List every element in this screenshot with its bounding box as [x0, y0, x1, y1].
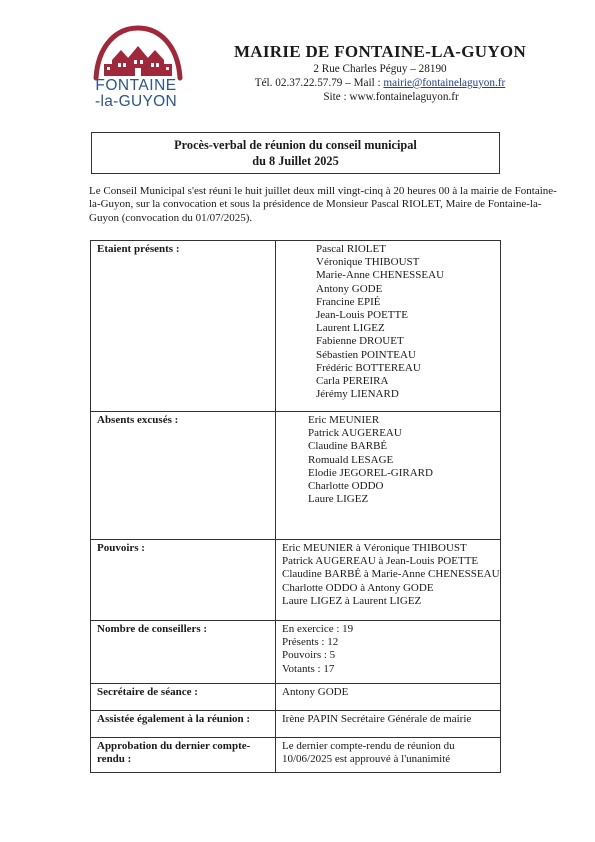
value-presents [276, 241, 501, 412]
value-secretaire [276, 684, 501, 711]
phone-text: Tél. 02.37.22.57.79 – Mail : [254, 77, 384, 89]
count-entry: En exercice : 19 [282, 623, 354, 635]
absent-name: Eric MEUNIER [308, 414, 380, 426]
label-approbation: Approbation du dernier compte-rendu : [91, 738, 276, 773]
present-name: Jérémy LIENARD [316, 388, 399, 401]
label-nombre: Nombre de conseillers : [91, 621, 276, 684]
count-entry: Votants : 17 [282, 662, 335, 675]
absent-name: Patrick AUGEREAU [308, 427, 402, 440]
approval-text: Le dernier compte-rendu de réunion du 10/06/2025 est approuvé à l'unanimité [282, 740, 455, 766]
present-name: Laurent LIGEZ [316, 322, 385, 335]
proxy-entry: Patrick AUGEREAU à Jean-Louis POETTE [282, 555, 479, 568]
value-nombre [276, 621, 501, 684]
label-absents: Absents excusés : [91, 412, 276, 540]
secretary-name: Antony GODE [282, 686, 349, 698]
row-assistee [91, 711, 501, 738]
present-name: Carla PEREIRA [316, 375, 389, 388]
row-approbation [91, 738, 501, 773]
value-approbation [276, 738, 501, 773]
label-secretaire: Secrétaire de séance : [91, 684, 276, 711]
label-pouvoirs: Pouvoirs : [91, 540, 276, 621]
present-name: Jean-Louis POETTE [316, 309, 408, 322]
count-entry: Présents : 12 [282, 636, 339, 649]
mairie-title: MAIRIE DE FONTAINE-LA-GUYON [233, 42, 527, 61]
row-absents [91, 412, 501, 540]
absent-name: Romuald LESAGE [308, 453, 394, 466]
row-nombre [91, 621, 501, 684]
intro-paragraph: Le Conseil Municipal s'est réuni le huit juillet deux mill vingt-cinq à 20 heures 00 à la mairie de Fontaine-la-Guyon, sur la convocation et sous la présidence de Monsieur Pascal RIOLET, Maire de Fontaine-la-Guyon (convocation du 01/07/2025). [89, 185, 557, 224]
website-line: Site : www.fontainelaguyon.fr [323, 91, 459, 103]
value-assistee [276, 711, 501, 738]
proxy-entry: Charlotte ODDO à Antony GODE [282, 581, 434, 594]
contact-line [200, 76, 560, 90]
row-secretaire [91, 684, 501, 711]
present-name: Véronique THIBOUST [316, 256, 420, 269]
present-name: Antony GODE [316, 282, 383, 295]
logo-wordmark [88, 78, 184, 110]
proxy-entry: Claudine BARBÉ à Marie-Anne CHENESSEAU [282, 568, 500, 581]
count-entry: Pouvoirs : 5 [282, 649, 336, 662]
letterhead [200, 42, 560, 104]
present-name: Fabienne DROUET [316, 335, 404, 348]
row-presents [91, 241, 501, 412]
proxy-entry: Laure LIGEZ à Laurent LIGEZ [282, 594, 422, 607]
email-link[interactable]: mairie@fontainelaguyon.fr [383, 77, 506, 89]
present-name: Francine EPIÉ [316, 295, 381, 308]
proxy-entry: Eric MEUNIER à Véronique THIBOUST [282, 542, 467, 554]
absent-name: Laure LIGEZ [308, 493, 369, 506]
label-assistee: Assistée également à la réunion : [91, 711, 276, 738]
minutes-title-box [91, 132, 500, 174]
present-name: Marie-Anne CHENESSEAU [316, 269, 445, 282]
absent-name: Charlotte ODDO [308, 480, 384, 493]
present-name: Pascal RIOLET [316, 243, 386, 255]
value-pouvoirs [276, 540, 501, 621]
logo-line-fontaine: FONTAINE [95, 77, 177, 94]
absent-name: Claudine BARBÉ [308, 440, 388, 453]
label-presents: Etaient présents : [91, 241, 276, 412]
address-line: 2 Rue Charles Péguy – 28190 [313, 63, 447, 75]
absent-name: Elodie JEGOREL-GIRARD [308, 466, 433, 479]
logo-line-la-guyon: -la-GUYON [95, 93, 177, 110]
assistant-entry: Irène PAPIN Secrétaire Générale de mairie [282, 713, 472, 725]
present-name: Frédéric BOTTEREAU [316, 361, 421, 374]
attendance-table [90, 240, 501, 773]
minutes-title-line1: Procès-verbal de réunion du conseil municipal [174, 138, 417, 152]
present-name: Sébastien POINTEAU [316, 348, 416, 361]
minutes-title-line2: du 8 Juillet 2025 [252, 154, 339, 168]
town-houses-icon [88, 16, 188, 86]
value-absents [276, 412, 501, 540]
row-pouvoirs [91, 540, 501, 621]
